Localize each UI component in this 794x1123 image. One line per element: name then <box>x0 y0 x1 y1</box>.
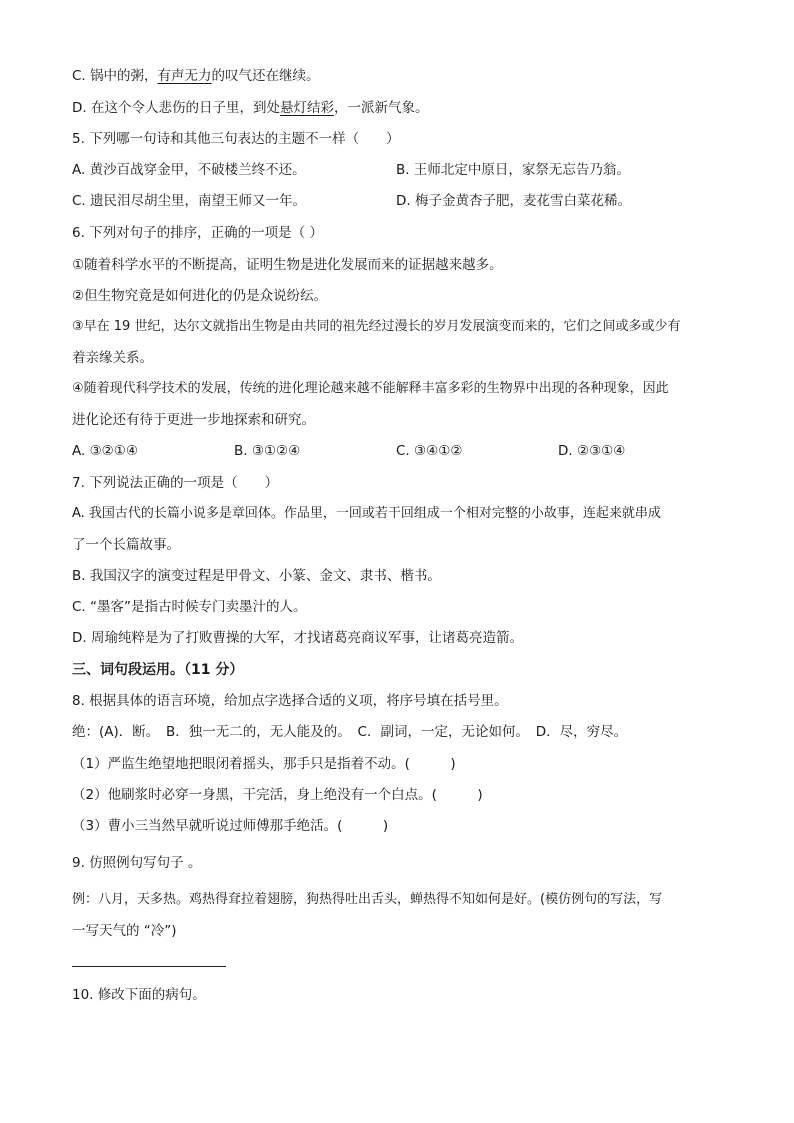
q4-option-d-suffix: ，一派新气象。 <box>333 100 429 116</box>
q8-part-2: （2）他刷浆时必穿一身黑，干完活，身上绝没有一个白点。( ) <box>72 787 483 803</box>
q6-sentence-4-line-1: ④随着现代科学技术的发展，传统的进化理论越来越不能解释丰富多彩的生物界中出现的各种现象，因此 <box>72 381 669 396</box>
q8-part-3: （3）曹小三当然早就听说过师傅那手绝活。( ) <box>72 818 389 834</box>
q7-option-b: B. 我国汉字的演变过程是甲骨文、小篆、金文、隶书、楷书。 <box>72 568 441 584</box>
q6-option-d: D. ②③①④ <box>558 443 626 459</box>
q5-option-c: C. 遗民泪尽胡尘里，南望王师又一年。 <box>72 193 307 209</box>
q7-option-a-line-1: A. 我国古代的长篇小说多是章回体。作品里，一回或若干回组成一个相对完整的小故事，连起来就串成 <box>72 506 661 521</box>
q6-option-a: A. ③②①④ <box>72 443 138 459</box>
q4-option-c-suffix: 的叹气还在继续。 <box>211 68 320 84</box>
q6-sentence-4-line-2: 进化论还有待于更进一步地探索和研究。 <box>72 412 315 428</box>
q6-sentence-3-line-2: 着亲缘关系。 <box>72 350 153 366</box>
q5-option-a: A. 黄沙百战穿金甲，不破楼兰终不还。 <box>72 162 306 178</box>
q8-part-1: （1）严监生绝望地把眼闭着摇头，那手只是指着不动。( ) <box>72 756 456 772</box>
q6-sentence-2: ②但生物究竟是如何进化的仍是众说纷纭。 <box>72 288 328 304</box>
q4-option-d-prefix: D. 在这个令人悲伤的日子里，到处 <box>72 100 280 116</box>
q6-stem: 6. 下列对句子的排序，正确的一项是（ ） <box>72 225 323 241</box>
q6-option-c: C. ③④①② <box>396 443 463 459</box>
q7-option-a-line-2: 了一个长篇故事。 <box>72 537 180 553</box>
q8-stem: 8. 根据具体的语言环境，给加点字选择合适的义项，将序号填在括号里。 <box>72 693 508 709</box>
q4-option-d <box>72 99 428 117</box>
q10-stem: 10. 修改下面的病句。 <box>72 987 206 1003</box>
q5-stem: 5. 下列哪一句诗和其他三句表达的主题不一样（ ） <box>72 131 400 147</box>
q9-example-line-1: 例：八月，天多热。鸡热得耷拉着翅膀，狗热得吐出舌头，蝉热得不知如何是好。(模仿例句的写法，写 <box>72 892 663 907</box>
q4-option-d-underlined: 悬灯结彩 <box>279 100 334 116</box>
q8-meanings: 绝：(A)．断。 B．独一无二的，无人能及的。 C．副词，一定，无论如何。 D．尽，穷尽。 <box>72 724 628 740</box>
q4-option-c-prefix: C. 锅中的粥， <box>72 68 158 84</box>
q7-stem: 7. 下列说法正确的一项是（ ） <box>72 475 279 491</box>
q7-option-d: D. 周瑜纯粹是为了打败曹操的大军，才找诸葛亮商议军事，让诸葛亮造箭。 <box>72 630 523 646</box>
q7-option-c: C. “墨客”是指古时候专门卖墨汁的人。 <box>72 599 307 615</box>
q9-stem: 9. 仿照例句写句子 。 <box>72 855 202 871</box>
q5-option-d: D. 梅子金黄杏子肥，麦花雪白菜花稀。 <box>396 193 631 209</box>
q5-row-1 <box>72 161 306 179</box>
q4-option-c <box>72 67 320 85</box>
q6-sentence-3-line-1: ③早在 19 世纪，达尔文就指出生物是由共同的祖先经过漫长的岁月发展演变而来的，它们之间或多或少有 <box>72 319 681 334</box>
q6-option-b: B. ③①②④ <box>234 443 301 459</box>
section-3-heading: 三、词句段运用。（11 分） <box>72 662 244 678</box>
q5-option-b: B. 王师北定中原日，家祭无忘告乃翁。 <box>396 162 630 178</box>
q9-example-line-2: 一写天气的 “冷”) <box>72 923 177 939</box>
q6-sentence-1: ①随着科学水平的不断提高，证明生物是进化发展而来的证据越来越多。 <box>72 257 503 273</box>
q4-option-c-underlined: 有声无力 <box>157 68 212 84</box>
q9-answer-blank <box>72 966 226 967</box>
